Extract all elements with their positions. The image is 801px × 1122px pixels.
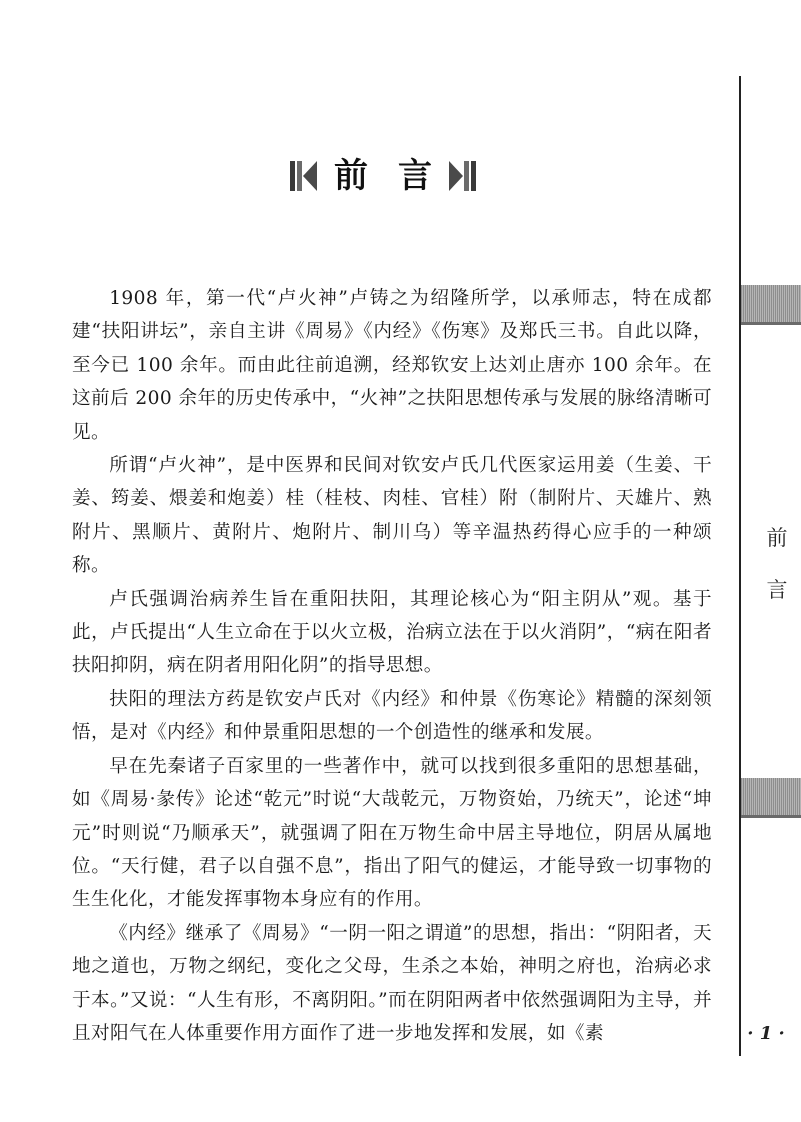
side-chapter-title [763,512,791,616]
body-text [72,282,712,1050]
title-ornament-right-icon [448,157,478,195]
page-title: 前言 [334,156,462,196]
margin-band-top [741,285,801,325]
title-ornament-left-icon [288,157,318,195]
margin-band-bottom [741,778,801,818]
paragraph: 早在先秦诸子百家里的一些著作中，就可以找到很多重阳的思想基础，如《周易·彖传》论述“乾元”时说“大哉乾元，万物资始，乃统天”，论述“坤元”时则说“乃顺承天”，就强调了阳在万物生命中居主导地位，阴居从属地位。“天行健，君子以自强不息”，指出了阳气的健运，才能导致一切事物的生生化化，才能发挥事物本身应有的作用。 [72,755,712,911]
side-title-char: 前 [766,526,788,550]
paragraph: 扶阳的理法方药是钦安卢氏对《内经》和仲景《伤寒论》精髓的深刻领悟，是对《内经》和仲景重阳思想的一个创造性的继承和发展。 [72,688,712,744]
page-number: · 1 · [747,1023,785,1044]
page-title-block [288,152,478,200]
paragraph: 卢氏强调治病养生旨在重阳扶阳，其理论核心为“阳主阴从”观。基于此，卢氏提出“人生立命在于以火立极，治病立法在于以火消阴”，“病在阳者扶阳抑阴，病在阴者用阳化阴”的指导思想。 [72,588,712,677]
paragraph: 《内经》继承了《周易》“一阴一阳之谓道”的思想，指出：“阴阳者，天地之道也，万物之纲纪，变化之父母，生杀之本始，神明之府也，治病必求于本。”又说：“人生有形，不离阴阳。”而在阴阳两者中依然强调阳为主导，并且对阳气在人体重要作用方面作了进一步地发挥和发展，如《素 [72,922,712,1044]
paragraph: 所谓“卢火神”，是中医界和民间对钦安卢氏几代医家运用姜（生姜、干姜、筠姜、煨姜和炮姜）桂（桂枝、肉桂、官桂）附（制附片、天雄片、熟附片、黑顺片、黄附片、炮附片、制川乌）等辛温热药得心应手的一种颂称。 [72,455,712,577]
side-title-char: 言 [766,578,788,602]
margin-rule [739,76,741,1056]
paragraph: 1908 年，第一代“卢火神”卢铸之为绍隆所学，以承师志，特在成都建“扶阳讲坛”，亲自主讲《周易》《内经》《伤寒》及郑氏三书。自此以降，至今已 100 余年。而由此往前追溯，经郑钦安上达刘止唐亦 100 余年。在这前后 200 余年的历史传承中，“火神”之扶阳思想传承与发展的脉络清晰可见。 [72,288,712,443]
